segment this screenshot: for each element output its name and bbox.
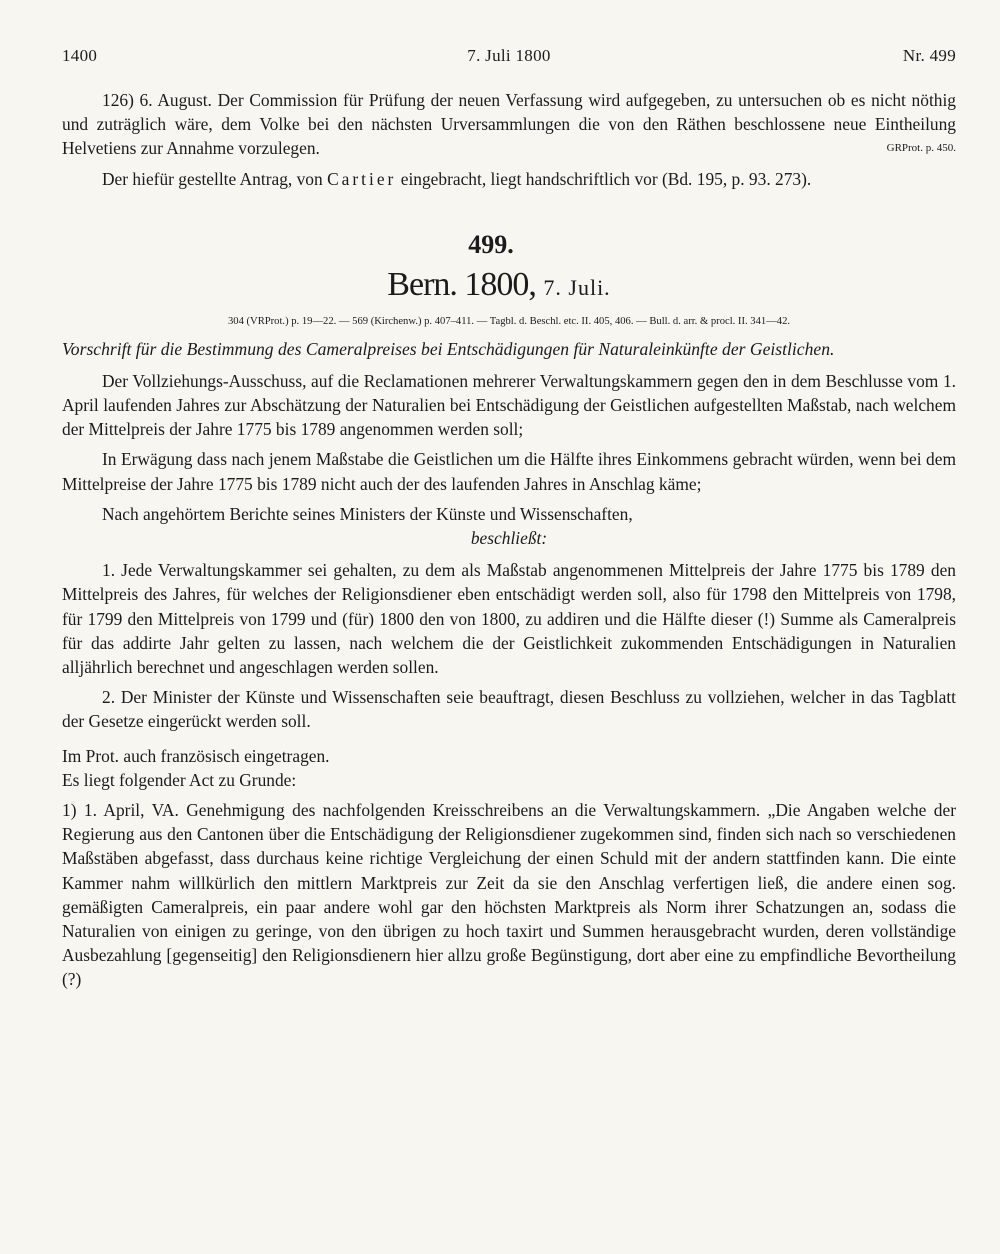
intro-text: 126) 6. August. Der Commission für Prüfung der neuen Verfassung wird aufgegeben, zu untersuchen ob es nicht nöthig und zuträglich wäre, dem Volke bei den nächsten Urversammlungen die von den Räthen beschlossene neue Eintheilung Helvetiens zur Annahme vorzulegen. [62,90,956,159]
basis-note: Es liegt folgender Act zu Grunde: [62,769,297,790]
protocol-note: Im Prot. auch französisch eingetragen. [62,745,330,766]
preamble-paragraph: Der Vollziehungs-Ausschuss, auf die Reclamationen mehrerer Verwaltungskammern gegen den in dem Beschlusse vom 1. April laufenden Jahres zur Abschätzung der Naturalien bei Entschädigung der Geistlichen aufgestellten Maßstab, nach welchem der Mittelpreis der Jahre 1775 bis 1789 angenommen werden soll; [62,370,956,440]
report-paragraph: Nach angehörtem Berichte seines Ministers der Künste und Wissenschaften, [102,503,633,524]
day: 7. Juli. [543,274,611,300]
source-references: 304 (VRProt.) p. 19—22. — 569 (Kirchenw.) p. 407–411. — Tagbl. d. Beschl. etc. II. 405, 406. — Bull. d. arr. & procl. II. 341—42. [227,315,791,327]
intro-reference: GRProt. p. 450. [886,142,956,155]
running-header [62,46,956,70]
intro-paragraph [62,88,956,161]
header-date: 7. Juli 1800 [467,46,551,65]
intro-text-b: eingebracht, liegt handschriftlich vor (Bd. 195, p. 93. 273). [400,168,812,189]
act-paragraph: 1) 1. April, VA. Genehmigung des nachfolgenden Kreisschreibens an die Verwaltungskammern. „Die Angaben welche der Regierung aus den Cantonen über die Entschädigung der Religionsdiener zugekommen sind, finden sich nach so verschiedenen Maßstäben abgefasst, dass durchaus keine richtige Vergleichung der einen Schuld mit der andern stattfinden kann. Die einte Kammer nahm willkürlich den mittlern Marktpreis zur Zeit da sie den Anschlag verfertigen ließ, die andere einen sog. gemäßigten Cameralpreis, ein paar andere wohl gar den höchsten Marktpreis als Norm ihrer Schatzungen an, sodass die Naturalien von einigen zu geringe, von den übrigen zu hoch taxirt und Summen herausgebracht wurden, deren vollständige Ausbezahlung [gegenseitig] den Religionsdienern hier allzu große Begünstigung, dort aber eine zu empfindliche Bevortheilung (?) [62,800,956,990]
article-1: 1. Jede Verwaltungskammer sei gehalten, zu dem als Maßstab angenommenen Mittelpreis der Jahre 1775 bis 1789 den Mittelpreis des Jahres, für welches der Religionsdiener eben entschädigt werden soll, also für 1798 den Mittelpreis von 1798, für 1799 den Mittelpreis von 1799 und (für) 1800 den von 1800, zu addiren und die Hälfte dieser (!) Summe als Cameralpreis für das addirte Jahr gelten zu lassen, nach welchem die der Geistlichkeit zukommenden Entschädigungen in Naturalien alljährlich berechnet und angeschlagen werden sollen. [62,560,956,678]
place-name: Bern. [387,265,457,303]
document-number: Nr. 499 [902,46,956,65]
year: 1800, [464,265,536,303]
page-number: 1400 [62,46,98,65]
resolution-word: beschließt: [470,528,548,549]
consideration-paragraph: In Erwägung dass nach jenem Maßstabe die Geistlichen um die Hälfte ihres Einkommens gebracht würden, wenn bei dem Mittelpreise der Jahre 1775 bis 1789 nicht auch der des laufenden Jahres in Anschlag käme; [62,449,956,494]
author-name: Cartier [327,168,397,189]
page-body [62,88,956,992]
document-heading-place [42,263,956,310]
intro-paragraph-2 [62,167,956,191]
document-title: Vorschrift für die Bestimmung des Cameralpreises bei Entschädigungen für Naturaleinkünfte der Geistlichen. [62,338,835,359]
document-heading-number: 499. [468,229,514,259]
intro-text-a: Der hiefür gestellte Antrag, von [102,168,323,189]
article-2: 2. Der Minister der Künste und Wissenschaften seie beauftragt, diesen Beschluss zu vollziehen, welcher in das Tagblatt der Gesetze eingerückt werden soll. [62,687,956,732]
